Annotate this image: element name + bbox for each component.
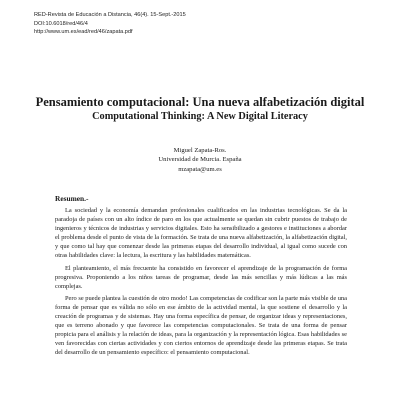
abstract-paragraph: La sociedad y la economía demandan profesionales cualificados en las industrias tecnológicas. Se da la paradoja de países con un alto índice de paro en los que actualmente se quedan sin cubrir puestos de trabajo de ingenieros y técnicos de industrias y servicios digitales. Esto ha sensibilizado a gestores e instituciones a abordar el problema desde el punto de vista de la formación. Se trata de una nueva alfabetización, la alfabetización digital, y que como tal hay que comenzar desde las primeras etapas del desarrollo individual, al igual como sucede con otras habilidades clave: la lectura, la escritura y las habilidades matemáticas. (55, 207, 347, 260)
doi-line: DOI:10.6018/red/46/4 (34, 20, 88, 27)
abstract-paragraph: Pero se puede plantea la cuestión de otro modo! Las competencias de codificar son la parte más visible de una forma de pensar que es válida no sólo en ese ámbito de la actividad mental, la que sostiene el desarrollo y la creación de programas y de sistemas. Hay una forma específica de pensar, de organizar ideas y representaciones, que es terreno abonado y que favorece las competencias computacionales. Se trata de una forma de pensar propicia para el análisis y la relación de ideas, para la organización y la representación lógica. Esas habilidades se ven favorecidas con ciertas actividades y con ciertos entornos de aprendizaje desde las primeras etapas. Se trata del desarrollo de un pensamiento específico: el pensamiento computacional. (55, 294, 347, 357)
article-url[interactable]: http://www.um.es/ead/red/46/zapata.pdf (34, 29, 133, 36)
title-english: Computational Thinking: A New Digital Literacy (92, 111, 308, 122)
abstract-paragraph: El planteamiento, el más frecuente ha consistido en favorecer el aprendizaje de la programación de forma progresiva. Proponiendo a los niños tareas de programar, desde las más sencillas y más lúdicas a las más complejas. (55, 264, 347, 290)
author-block (0, 146, 400, 174)
journal-citation: RED-Revista de Educación a Distancia, 46(4). 15-Sept.-2015 (34, 12, 186, 18)
abstract-section (55, 194, 347, 361)
abstract-label: Resumen.- (55, 194, 89, 203)
author-email[interactable]: mzapata@um.es (178, 165, 222, 173)
title-spanish: Pensamiento computacional: Una nueva alfabetización digital (35, 95, 365, 109)
author-name: Miguel Zapata-Ros. (173, 147, 227, 154)
author-affiliation: Universidad de Murcia. España (158, 156, 242, 164)
journal-header (34, 11, 374, 37)
